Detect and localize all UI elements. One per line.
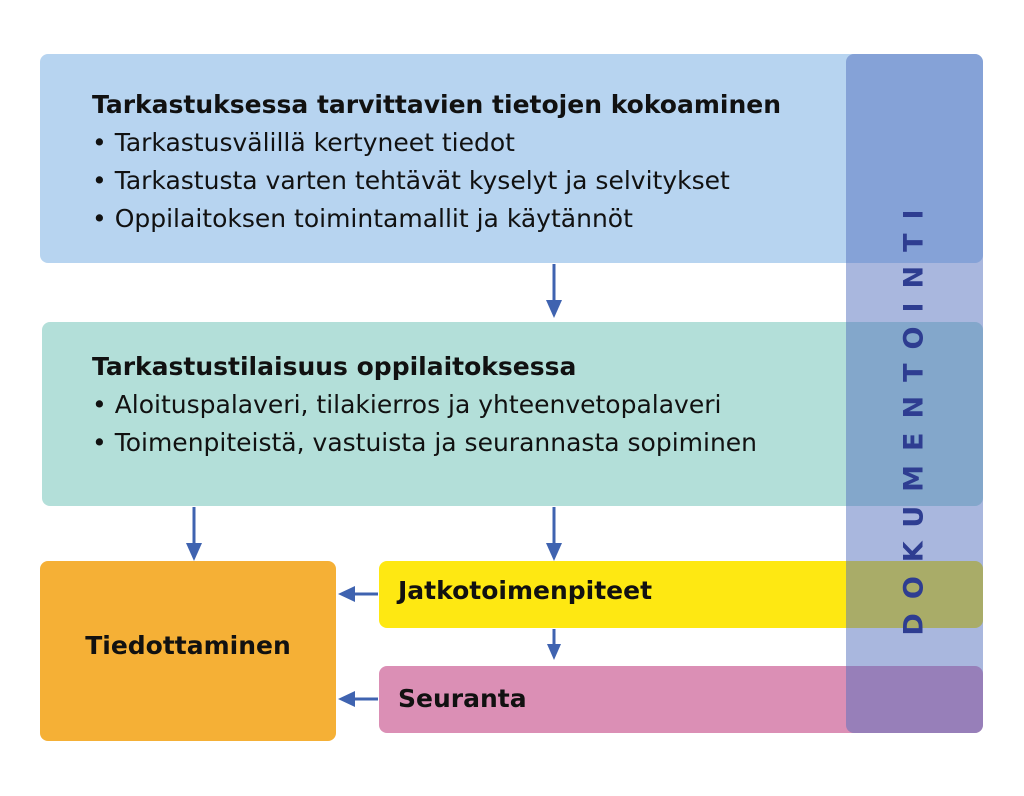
data-collection-item: • Oppilaitoksen toimintamallit ja käytännöt	[92, 204, 633, 233]
arrow-inspection-to-followup	[546, 507, 562, 561]
arrow-head	[186, 543, 202, 561]
arrow-head	[338, 691, 355, 707]
documentation-label: DOKUMENTOINTI	[898, 194, 930, 636]
arrow-head	[546, 300, 562, 318]
monitoring-label: Seuranta	[398, 684, 527, 713]
arrow-collect-to-inspection	[546, 264, 562, 318]
follow-up-actions-label: Jatkotoimenpiteet	[398, 576, 653, 605]
informing-label: Tiedottaminen	[85, 631, 291, 660]
arrow-followup-to-monitoring	[547, 629, 561, 660]
data-collection-item: • Tarkastusvälillä kertyneet tiedot	[92, 128, 515, 157]
data-collection-heading: Tarkastuksessa tarvittavien tietojen kokoaminen	[92, 90, 781, 119]
inspection-event-item: • Aloituspalaveri, tilakierros ja yhteenvetopalaveri	[92, 390, 722, 419]
data-collection-text	[92, 86, 832, 238]
arrow-followup-to-informing	[338, 586, 378, 602]
inspection-event-text	[92, 348, 837, 462]
inspection-event-heading: Tarkastustilaisuus oppilaitoksessa	[92, 352, 577, 381]
arrow-head	[546, 543, 562, 561]
arrow-head	[547, 644, 561, 660]
documentation-label-wrap	[884, 190, 944, 640]
data-collection-item: • Tarkastusta varten tehtävät kyselyt ja selvitykset	[92, 166, 730, 195]
arrow-head	[338, 586, 355, 602]
arrow-monitoring-to-informing	[338, 691, 378, 707]
inspection-event-item: • Toimenpiteistä, vastuista ja seurannasta sopiminen	[92, 428, 758, 457]
arrow-inspection-to-informing	[186, 507, 202, 561]
